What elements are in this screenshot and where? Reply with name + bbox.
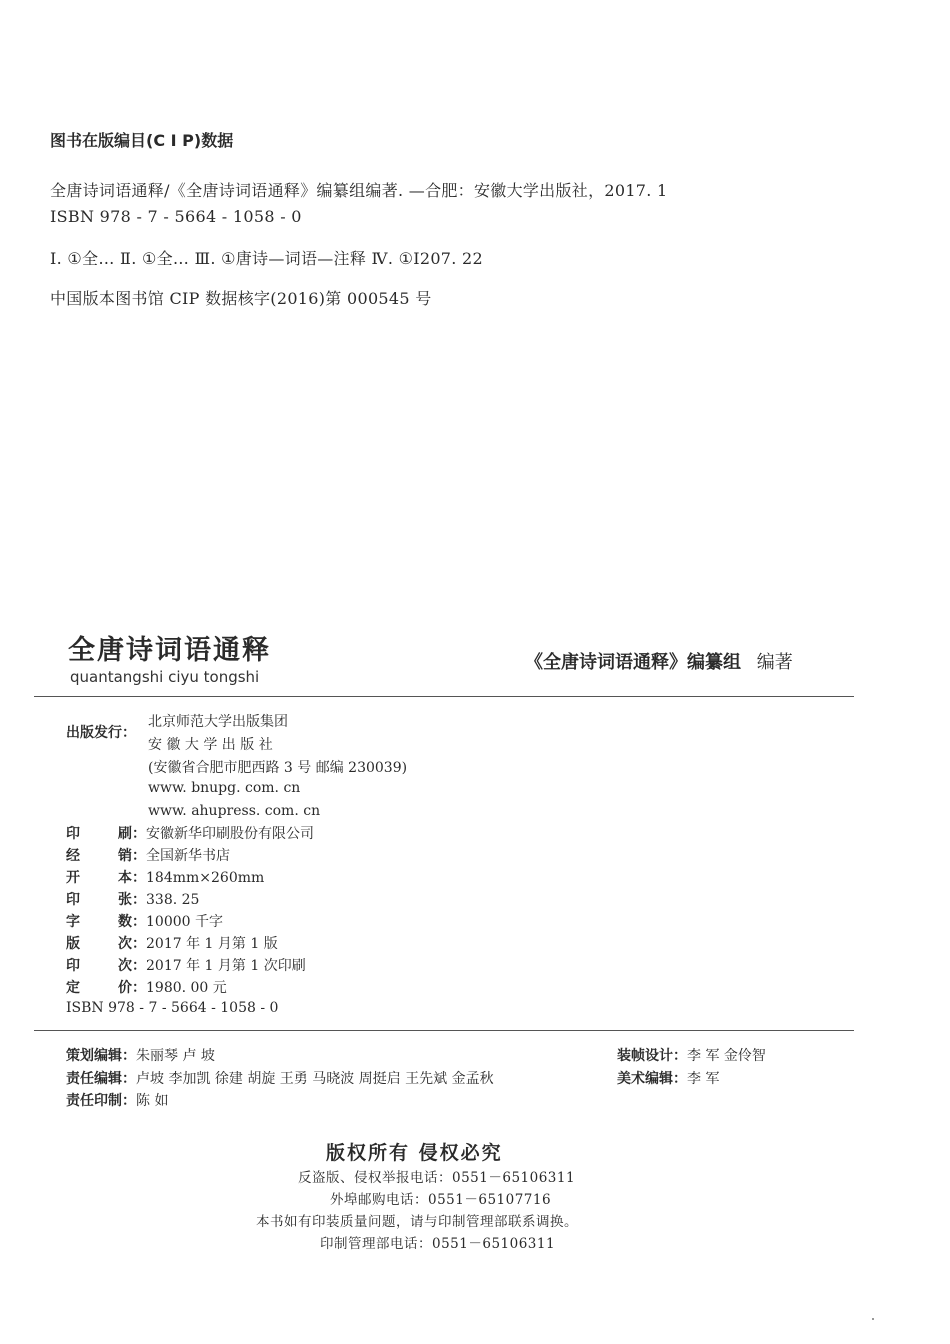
- detail-row-sheets: 印 张：338. 25: [66, 892, 200, 908]
- detail-row-impression: 印 次：2017 年 1 月第 1 次印刷: [66, 958, 306, 974]
- publisher-line: 安 徽 大 学 出 版 社: [148, 737, 273, 753]
- detail-row-price: 定 价：1980. 00 元: [66, 980, 227, 996]
- cip-heading: 图书在版编目(C I P)数据: [50, 131, 234, 150]
- copyright-title: 版权所有 侵权必究: [326, 1142, 503, 1164]
- book-title: 全唐诗词语通释: [68, 635, 271, 666]
- copyright-mail-order-phone: 外埠邮购电话：0551－65107716: [330, 1192, 552, 1208]
- divider-bottom: [34, 1030, 854, 1031]
- copyright-piracy-hotline: 反盗版、侵权举报电话：0551－65106311: [298, 1170, 576, 1186]
- publisher-website: www. ahupress. com. cn: [148, 803, 321, 819]
- staff-binding-design: 装帧设计：李 军 金伶智: [617, 1048, 766, 1064]
- scan-speck: [872, 1318, 874, 1320]
- detail-row-edition: 版 次：2017 年 1 月第 1 版: [66, 936, 278, 952]
- author-name: 《全唐诗词语通释》编纂组: [525, 652, 741, 673]
- publisher-address: (安徽省合肥市肥西路 3 号 邮编 230039): [148, 760, 408, 776]
- publisher-label: 出版发行：: [66, 725, 136, 741]
- cip-line-record-number: 中国版本图书馆 CIP 数据核字(2016)第 000545 号: [50, 289, 432, 308]
- detail-row-word-count: 字 数：10000 千字: [66, 914, 223, 930]
- book-author: [525, 648, 793, 674]
- publisher-website: www. bnupg. com. cn: [148, 780, 301, 796]
- detail-row-printer: 印 刷：安徽新华印刷股份有限公司: [66, 826, 314, 842]
- staff-planning-editor: 策划编辑：朱丽琴 卢 坡: [66, 1048, 215, 1064]
- staff-art-editor: 美术编辑：李 军: [617, 1071, 720, 1087]
- copyright-quality-notice: 本书如有印装质量问题，请与印制管理部联系调换。: [256, 1214, 578, 1230]
- copyright-print-dept-phone: 印制管理部电话：0551－65106311: [320, 1236, 556, 1252]
- cip-line-classification: Ⅰ. ①全… Ⅱ. ①全… Ⅲ. ①唐诗—词语—注释 Ⅳ. ①I207. 22: [50, 249, 484, 268]
- cip-line-title: 全唐诗词语通释/《全唐诗词语通释》编纂组编著. —合肥：安徽大学出版社，2017. 1: [50, 181, 668, 200]
- staff-printing-supervisor: 责任印制：陈 如: [66, 1093, 169, 1109]
- detail-row-distributor: 经 销：全国新华书店: [66, 848, 230, 864]
- book-pinyin: quantangshi ciyu tongshi: [70, 668, 260, 686]
- author-role: 编著: [756, 652, 793, 673]
- cip-line-isbn: ISBN 978 - 7 - 5664 - 1058 - 0: [50, 207, 302, 226]
- detail-row-format: 开 本：184mm×260mm: [66, 870, 265, 886]
- isbn: ISBN 978 - 7 - 5664 - 1058 - 0: [66, 1000, 279, 1016]
- staff-responsible-editors: 责任编辑：卢坡 李加凯 徐建 胡旋 王勇 马晓波 周挺启 王先斌 金孟秋: [66, 1071, 494, 1087]
- publisher-line: 北京师范大学出版集团: [148, 714, 288, 730]
- divider-top: [34, 696, 854, 697]
